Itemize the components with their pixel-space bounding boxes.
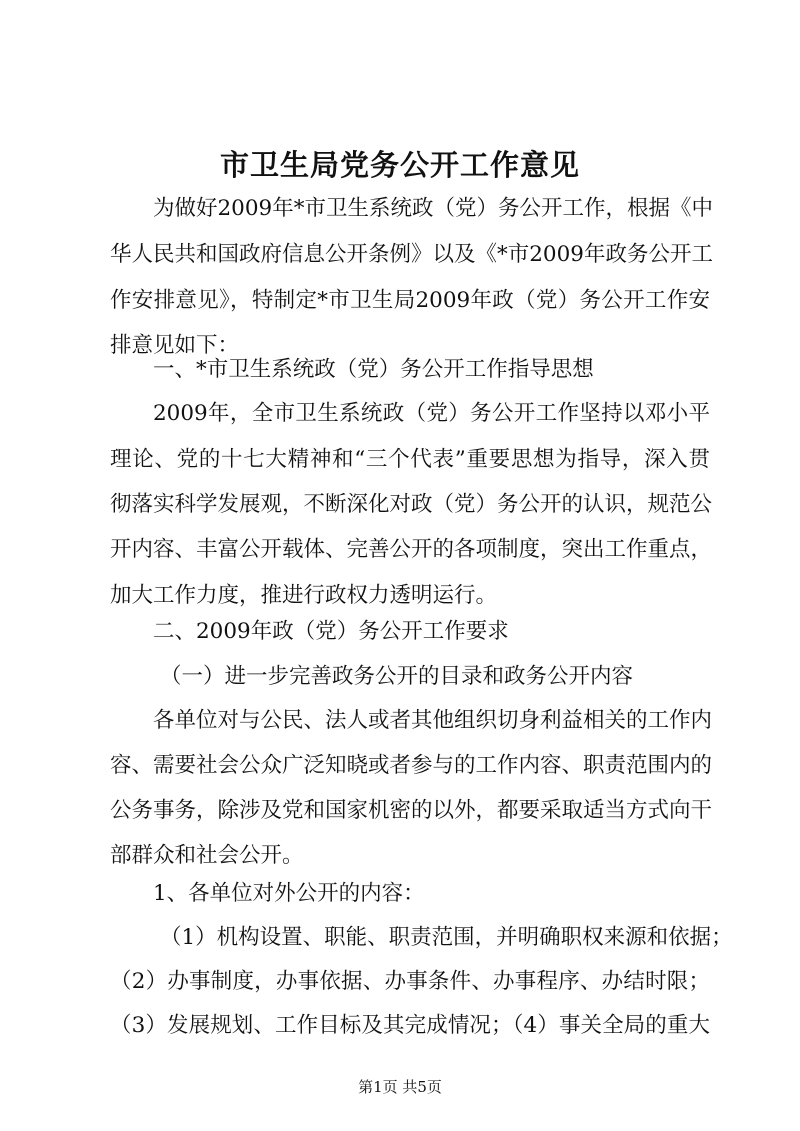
paragraph-line: 华人民共和国政府信息公开条例》以及《*市2009年政务公开工 (110, 242, 713, 267)
paragraph-line: 2009年，全市卫生系统政（党）务公开工作坚持以邓小平 (153, 401, 710, 426)
list-item: （3）发展规划、工作目标及其完成情况；（4）事关全局的重大 (110, 1013, 710, 1038)
paragraph-line: 彻落实科学发展观，不断深化对政（党）务公开的认识，规范公 (110, 492, 713, 517)
section-heading: 二、2009年政（党）务公开工作要求 (153, 619, 509, 644)
page-footer: 第1页 共5页 (358, 1078, 442, 1096)
paragraph-line: 开内容、丰富公开载体、完善公开的各项制度，突出工作重点， (110, 537, 713, 562)
paragraph-line: 各单位对与公民、法人或者其他组织切身利益相关的工作内 (153, 708, 713, 733)
paragraph-line: 理论、党的十七大精神和“三个代表”重要思想为指导，深入贯 (110, 447, 710, 472)
paragraph-line: 容、需要社会公众广泛知晓或者参与的工作内容、职责范围内的 (110, 753, 713, 778)
list-item: （2）办事制度，办事依据、办事条件、办事程序、办结时限； (110, 969, 710, 994)
section-heading: 一、*市卫生系统政（党）务公开工作指导思想 (153, 357, 594, 382)
paragraph-line: 公务事务，除涉及党和国家机密的以外，都要采取适当方式向干 (110, 798, 713, 823)
document-title: 市卫生局党务公开工作意见 (219, 148, 580, 182)
paragraph-line: 为做好2009年*市卫生系统政（党）务公开工作，根据《中 (153, 196, 713, 221)
subsection-heading: （一）进一步完善政务公开的目录和政务公开内容 (160, 664, 634, 689)
paragraph-line: 作安排意见》，特制定*市卫生局2009年政（党）务公开工作安 (110, 288, 710, 313)
paragraph-line: 排意见如下： (110, 333, 240, 358)
paragraph-line: 部群众和社会公开。 (110, 843, 304, 868)
list-heading: 1、各单位对外公开的内容： (153, 881, 425, 906)
list-item: （1）机构设置、职能、职责范围，并明确职权来源和依据； (160, 925, 733, 950)
paragraph-line: 加大工作力度，推进行政权力透明运行。 (110, 583, 498, 608)
